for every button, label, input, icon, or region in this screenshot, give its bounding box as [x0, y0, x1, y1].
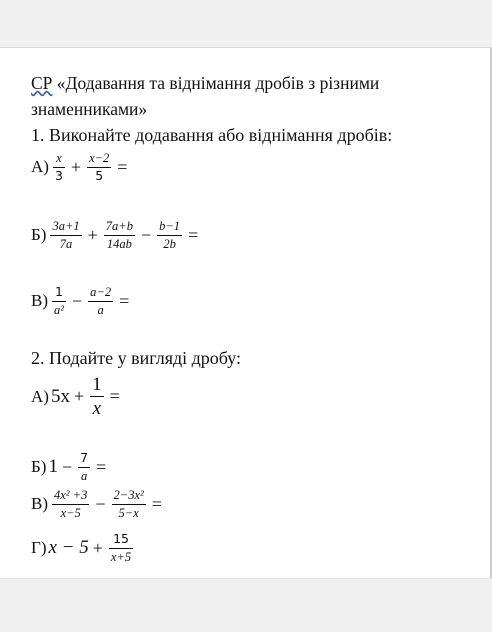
fraction-bar [52, 301, 66, 302]
task-1c [31, 286, 133, 316]
equals-sign: = [96, 456, 107, 477]
task-1b [31, 220, 202, 250]
fraction [53, 152, 65, 182]
leading-term: x − 5 [48, 537, 89, 558]
section-1-heading: 1. Виконайте додавання або віднімання дробів: [31, 125, 393, 145]
task-label: А) [31, 157, 49, 176]
denominator: a [80, 468, 88, 483]
fraction-bar [78, 467, 90, 468]
operator: + [73, 386, 85, 406]
task-2c [31, 489, 166, 519]
operator: − [61, 456, 73, 477]
denominator: 2b [163, 236, 176, 251]
denominator: a [97, 302, 104, 317]
equals-sign: = [109, 386, 120, 406]
fraction [52, 489, 89, 519]
equals-sign: = [119, 290, 130, 311]
fraction-bar [104, 235, 135, 236]
task-2a [31, 375, 124, 418]
fraction [50, 220, 81, 250]
equals-sign: = [117, 156, 128, 177]
window-bottom-band [0, 578, 492, 632]
task-2d [31, 533, 135, 563]
title-text: «Додавання та віднімання дробів з різними [52, 73, 380, 93]
fraction [78, 452, 90, 482]
numerator: b−1 [159, 219, 181, 233]
denominator: x [92, 398, 102, 419]
equals-sign: = [188, 224, 199, 245]
leading-term: 1 [48, 456, 58, 477]
fraction-bar [90, 396, 104, 397]
operator: − [140, 224, 152, 245]
task-label: В) [31, 291, 48, 310]
task-label: Б) [31, 457, 47, 476]
numerator: x−2 [89, 151, 110, 165]
operator: + [87, 224, 98, 245]
fraction-bar [52, 504, 89, 505]
title-text-line2: знаменниками» [31, 99, 148, 119]
window-top-band [0, 0, 492, 48]
document-page [0, 48, 492, 578]
fraction-bar [157, 235, 182, 236]
task-label: Б) [31, 225, 47, 244]
task-label: Г) [31, 538, 47, 557]
numerator: 3a+1 [52, 219, 80, 233]
operator: − [95, 493, 106, 514]
fraction [87, 152, 111, 182]
title-abbrev: СР [31, 73, 53, 93]
operator: + [70, 156, 82, 177]
fraction [104, 220, 135, 250]
fraction-bar [88, 301, 113, 302]
numerator: 7a+b [105, 219, 133, 233]
numerator: a−2 [90, 285, 112, 299]
numerator: x [56, 151, 62, 165]
denominator: 14ab [106, 236, 132, 251]
operator: + [92, 537, 103, 558]
numerator: 7 [80, 450, 89, 465]
page-title [31, 70, 481, 122]
denominator: 5 [95, 167, 104, 183]
numerator: 1 [92, 374, 102, 395]
fraction [112, 489, 146, 519]
task-label: В) [31, 494, 48, 513]
fraction-bar [50, 235, 81, 236]
task-1a [31, 152, 131, 182]
fraction [52, 286, 66, 316]
numerator: 4x² +3 [54, 488, 88, 502]
task-2b [31, 452, 110, 482]
leading-term: 5x [50, 385, 70, 407]
denominator: 3 [54, 167, 63, 183]
numerator: 2−3x² [113, 488, 144, 502]
section-2-heading: 2. Подайте у вигляді дробу: [31, 348, 242, 368]
fraction [90, 375, 104, 418]
denominator: 7a [59, 236, 73, 251]
denominator: 5−x [118, 505, 139, 520]
denominator: x−5 [60, 505, 81, 520]
task-label: А) [31, 386, 49, 406]
operator: − [72, 290, 83, 311]
numerator: 1 [55, 284, 63, 299]
numerator: 15 [113, 531, 129, 546]
fraction-bar [112, 504, 146, 505]
fraction [109, 533, 133, 563]
equals-sign: = [151, 493, 162, 514]
fraction-bar [109, 548, 133, 549]
fraction [88, 286, 113, 316]
denominator: x+5 [110, 549, 132, 564]
denominator: a² [54, 302, 64, 317]
fraction [157, 220, 182, 250]
